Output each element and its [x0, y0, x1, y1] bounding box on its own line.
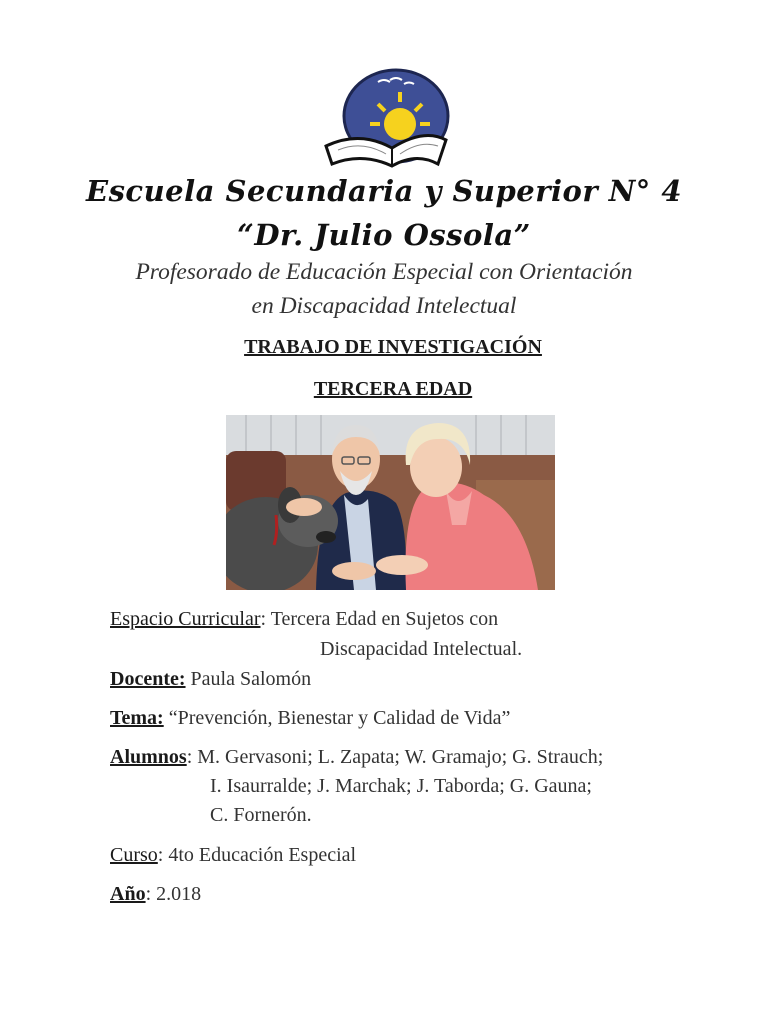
curricular-space-label: Espacio Curricular — [110, 608, 261, 630]
program-title-line1: Profesorado de Educación Especial con Orientación — [135, 259, 633, 285]
course-row — [110, 844, 356, 867]
teacher-label: Docente: — [110, 668, 186, 690]
year-value: : 2.018 — [145, 883, 202, 905]
curricular-space-row — [110, 608, 498, 631]
teacher-value: Paula Salomón — [185, 668, 312, 690]
course-label: Curso — [110, 844, 158, 866]
cover-photo — [226, 415, 555, 590]
curricular-space-value-cont: Discapacidad Intelectual. — [320, 638, 523, 660]
students-label: Alumnos — [110, 746, 187, 768]
students-line3: C. Fornerón. — [210, 804, 312, 826]
course-value: : 4to Educación Especial — [157, 844, 357, 866]
students-line2: I. Isaurralde; J. Marchak; J. Taborda; G. Gauna; — [210, 775, 592, 797]
curricular-space-value: : Tercera Edad en Sujetos con — [260, 608, 499, 630]
school-logo — [320, 66, 452, 174]
document-subject-heading: TERCERA EDAD — [313, 378, 473, 400]
topic-label: Tema: — [110, 707, 164, 729]
topic-value: “Prevención, Bienestar y Calidad de Vida” — [163, 707, 511, 729]
school-name: Escuela Secundaria y Superior N° 4 — [86, 174, 682, 208]
year-row — [110, 883, 201, 906]
topic-row — [110, 707, 510, 730]
document-type-heading: TRABAJO DE INVESTIGACIÓN — [244, 336, 542, 358]
program-title-line2: en Discapacidad Intelectual — [251, 293, 517, 319]
school-patron-name: “Dr. Julio Ossola” — [237, 218, 531, 252]
students-line1: : M. Gervasoni; L. Zapata; W. Gramajo; G. Strauch; — [186, 746, 604, 768]
year-label: Año — [110, 883, 146, 905]
students-row — [110, 746, 603, 769]
teacher-row — [110, 668, 311, 691]
